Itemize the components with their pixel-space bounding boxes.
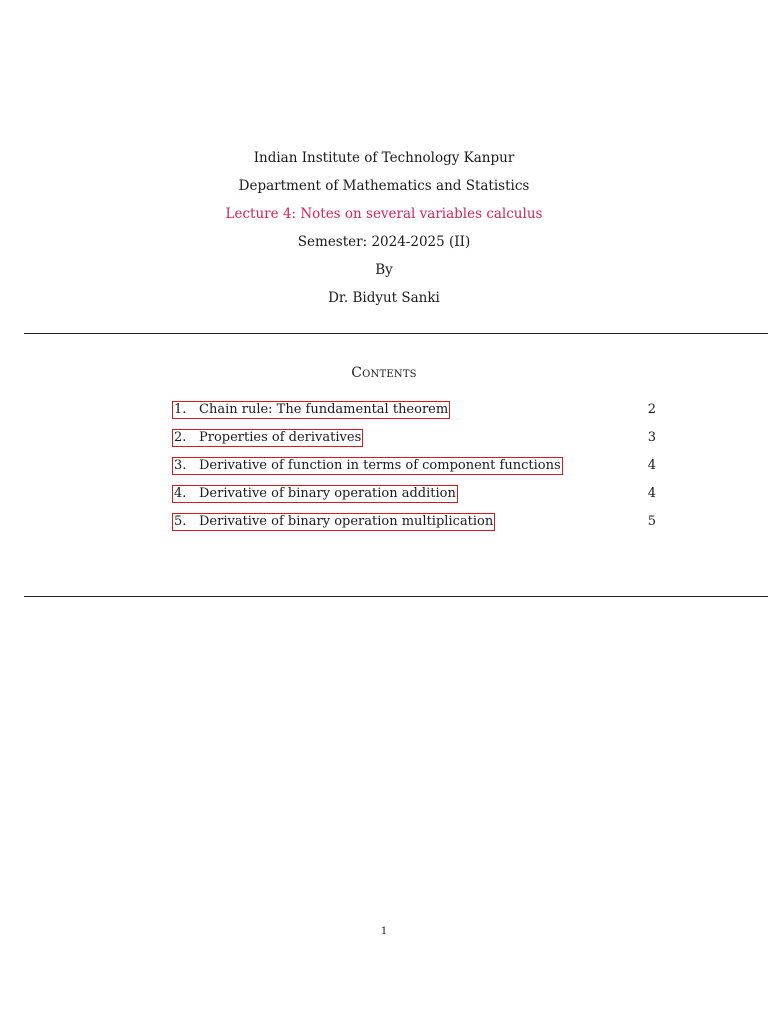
toc-entry-page[interactable]: 4	[647, 458, 656, 473]
page-number: 1	[380, 926, 388, 937]
author-name: Dr. Bidyut Sanki	[328, 290, 440, 306]
toc-entry-number: 2.	[174, 430, 187, 445]
toc-link-component-functions[interactable]	[172, 457, 563, 475]
toc-entry-title: Derivative of function in terms of component functions	[199, 458, 561, 473]
toc-entry-title: Chain rule: The fundamental theorem	[199, 402, 449, 417]
semester-info: Semester: 2024-2025 (II)	[297, 234, 471, 250]
top-divider	[24, 333, 768, 334]
contents-heading: Contents	[351, 365, 417, 381]
toc-entry-page[interactable]: 4	[647, 486, 656, 501]
toc-link-properties[interactable]	[172, 429, 363, 447]
toc-entry-page[interactable]: 5	[647, 514, 656, 529]
toc-link-multiplication[interactable]	[172, 513, 495, 531]
institute-name: Indian Institute of Technology Kanpur	[253, 150, 515, 166]
toc-entry-number: 3.	[174, 458, 187, 473]
bottom-divider	[24, 596, 768, 597]
toc-entry-title: Derivative of binary operation addition	[199, 486, 456, 501]
toc-link-addition[interactable]	[172, 485, 458, 503]
toc-entry-title: Properties of derivatives	[199, 430, 362, 445]
lecture-title: Lecture 4: Notes on several variables calculus	[225, 206, 543, 222]
by-label: By	[375, 262, 393, 278]
toc-entry	[172, 429, 660, 447]
toc-entry	[172, 457, 660, 475]
toc-entry-number: 1.	[174, 402, 187, 417]
toc-entry-number: 4.	[174, 486, 187, 501]
toc-entry-title: Derivative of binary operation multiplication	[199, 514, 494, 529]
toc-link-chain-rule[interactable]	[172, 401, 450, 419]
toc-entry-number: 5.	[174, 514, 187, 529]
toc-entry	[172, 513, 660, 531]
toc-entry-page[interactable]: 2	[647, 402, 656, 417]
toc-entry-page[interactable]: 3	[647, 430, 656, 445]
department-name: Department of Mathematics and Statistics	[238, 178, 530, 194]
toc-entry	[172, 485, 660, 503]
toc-entry	[172, 401, 660, 419]
